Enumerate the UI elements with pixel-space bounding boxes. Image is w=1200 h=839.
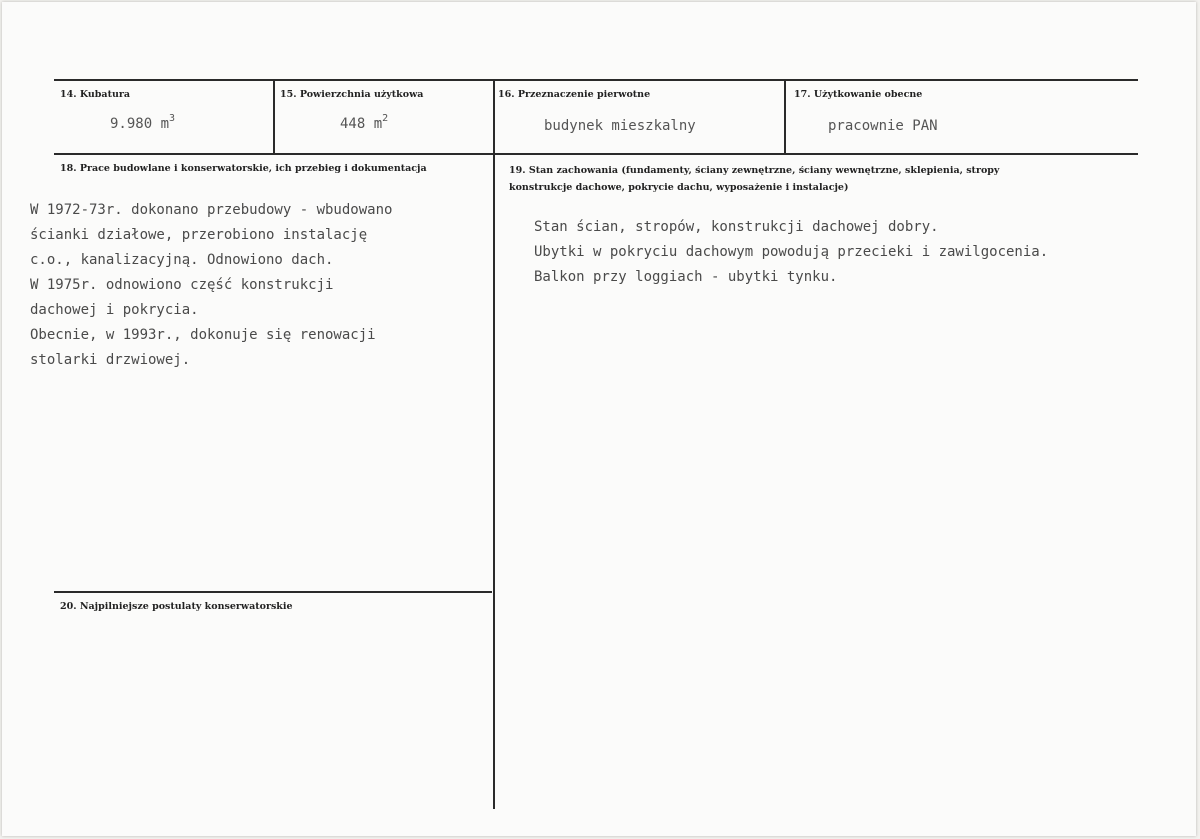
- section-20-rule: [54, 591, 492, 593]
- przeznaczenie-value: budynek mieszkalny: [544, 118, 696, 134]
- divider-16-17: [784, 79, 786, 155]
- stan-text: [534, 215, 1048, 290]
- powierzchnia-value: 448 $m^2$: [340, 113, 389, 132]
- przeznaczenie-label: 16. Przeznaczenie pierwotne: [498, 89, 651, 100]
- powierzchnia-unit-superscript: 2: [382, 113, 389, 124]
- powierzchnia-label: 15. Powierzchnia użytkowa: [280, 89, 424, 100]
- kubatura-value: 9.980 $m^3$: [110, 113, 176, 132]
- prace-line: ścianki działowe, przerobiono instalację: [30, 227, 368, 243]
- stan-line: Balkon przy loggiach - ubytki tynku.: [534, 269, 838, 285]
- prace-line: dachowej i pokrycia.: [30, 302, 199, 318]
- stan-line: Stan ścian, stropów, konstrukcji dachowej dobry.: [534, 219, 939, 235]
- top-rule: [54, 79, 1138, 81]
- record-card: [2, 2, 1196, 836]
- prace-label: 18. Prace budowlane i konserwatorskie, ich przebieg i dokumentacja: [60, 163, 427, 174]
- stan-line: Ubytki w pokryciu dachowym powodują przecieki i zawilgocenia.: [534, 244, 1049, 260]
- header-bottom-rule: [54, 153, 1138, 155]
- stan-label-line: konstrukcje dachowe, pokrycie dachu, wyposażenie i instalacje): [509, 182, 849, 193]
- divider-main: [493, 79, 495, 809]
- uzytkowanie-value: pracownie PAN: [828, 118, 938, 134]
- stan-label-line: 19. Stan zachowania (fundamenty, ściany zewnętrzne, ściany wewnętrzne, sklepienia, stropy: [509, 165, 1000, 176]
- prace-line: W 1972-73r. dokonano przebudowy - wbudowano: [30, 202, 393, 218]
- kubatura-unit-superscript: 3: [169, 113, 176, 124]
- postulaty-label: 20. Najpilniejsze postulaty konserwatorskie: [60, 601, 293, 612]
- uzytkowanie-label: 17. Użytkowanie obecne: [794, 89, 923, 100]
- prace-line: W 1975r. odnowiono część konstrukcji: [30, 277, 334, 293]
- prace-line: Obecnie, w 1993r., dokonuje się renowacji: [30, 327, 376, 343]
- stan-label: [509, 162, 1109, 196]
- prace-line: stolarki drzwiowej.: [30, 352, 191, 368]
- prace-line: c.o., kanalizacyjną. Odnowiono dach.: [30, 252, 334, 268]
- divider-14-15: [273, 79, 275, 155]
- kubatura-label: 14. Kubatura: [60, 89, 131, 100]
- prace-text: [30, 198, 392, 373]
